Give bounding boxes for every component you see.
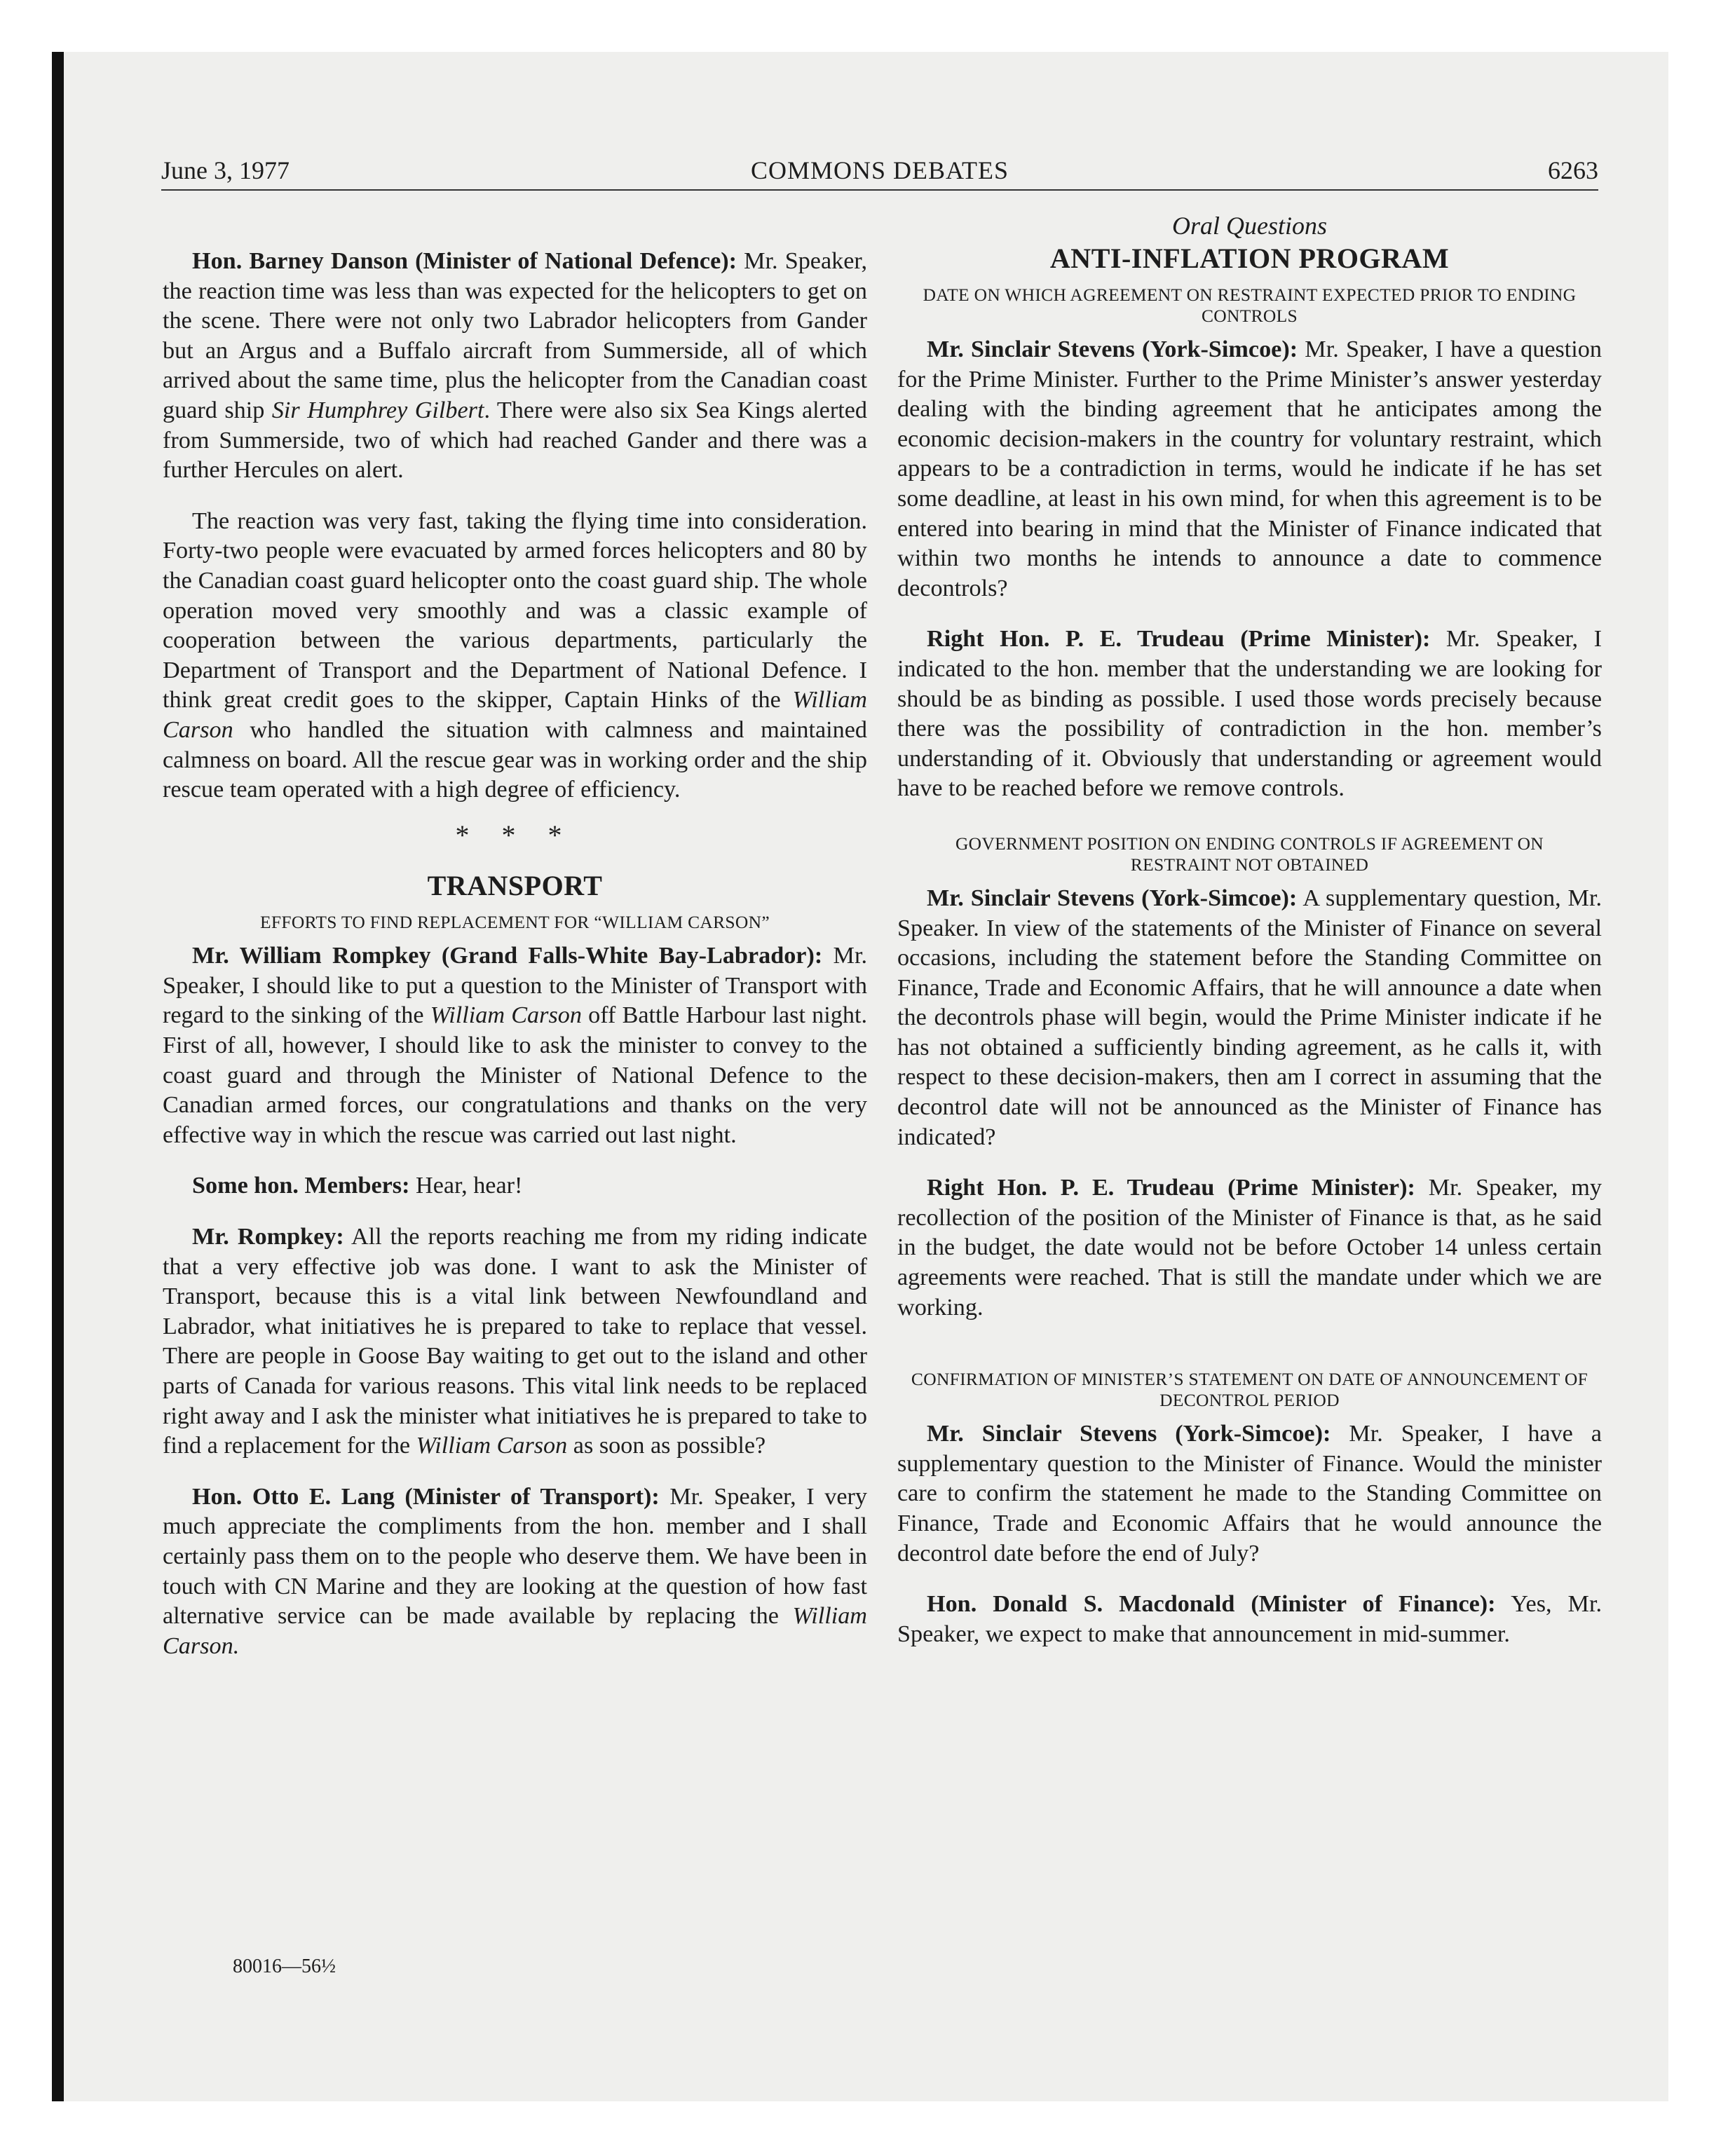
section-heading-anti-inflation: ANTI-INFLATION PROGRAM <box>1049 243 1450 274</box>
header-rule <box>161 189 1598 191</box>
oral-questions-label: Oral Questions <box>1171 212 1327 240</box>
ship-name: William Carson <box>430 1002 582 1029</box>
speaker-name: Mr. Sinclair Stevens (York-Simcoe): <box>927 336 1298 362</box>
subheading-government-position: GOVERNMENT POSITION ON ENDING CONTROLS IF AGREEMENT ON RESTRAINT NOT OBTAINED <box>955 833 1544 875</box>
scan-border <box>52 52 64 2101</box>
speaker-name: Mr. Rompkey: <box>192 1224 344 1250</box>
paragraph-rompkey-2 <box>163 1222 867 1461</box>
speech-text: Mr. Speaker, my recollection of the position of the Minister of Finance is that, as he said in the budget, the date would not be before October 14 unless certain agreements were reached. That is still the mandate under which we are working. <box>897 1175 1602 1321</box>
speech-text: A supplementary question, Mr. Speaker. In view of the statements of the Minister of Finance on several occasions, including the statement before the Standing Committee on Finance, Trade and Economic Affairs, that he will announce a date when the decontrols phase will begin, would the Prime Minister indicate if he has not obtained a sufficiently binding agreement, as he calls it, with respect to these decision-makers, then am I correct in assuming that the decontrol date will not be announced as the Minister of Finance has indicated? <box>897 885 1602 1150</box>
footer-code: 80016—56½ <box>233 1956 336 1977</box>
left-column <box>163 210 867 1661</box>
subheading-confirmation: CONFIRMATION OF MINISTER’S STATEMENT ON DATE OF ANNOUNCEMENT OF DECONTROL PERIOD <box>911 1369 1588 1411</box>
speech-text: off Battle Harbour last night. First of all, however, I should like to ask the minister to convey to the coast guard and through the Minister of National Defence to the Canadian armed forces, our congratulations and thanks on the very effective way in which the rescue was carried out last night. <box>163 1002 867 1148</box>
paragraph-members <box>163 1171 867 1201</box>
speech-text: Mr. Speaker, I should like to put a question to the Minister of Transport with regard to the sinking of the <box>163 943 867 1029</box>
ship-name: William Carson. <box>163 1603 867 1659</box>
speaker-name: Mr. Sinclair Stevens (York-Simcoe): <box>927 1421 1331 1447</box>
speaker-name: Right Hon. P. E. Trudeau (Prime Minister): <box>927 626 1431 653</box>
paragraph-stevens-1 <box>897 335 1602 603</box>
header-page-number: 6263 <box>1548 156 1598 184</box>
speech-text: The reaction was very fast, taking the flying time into consideration. Forty-two people were evacuated by armed forces helicopters and 80 by the Canadian coast guard helicopter onto the coast guard ship. The whole operation moved very smoothly and was a classic example of cooperation between the various departments, particularly the Department of Transport and the Department of National Defence. I think great credit goes to the skipper, Captain Hinks of the <box>163 507 867 714</box>
paragraph-rompkey <box>163 941 867 1150</box>
ship-name: William Carson <box>416 1433 568 1459</box>
speech-text: Yes, Mr. Speaker, we expect to make that announcement in mid-summer. <box>897 1591 1602 1647</box>
paragraph-stevens-2 <box>897 884 1602 1152</box>
speaker-name: Mr. Sinclair Stevens (York-Simcoe): <box>927 885 1298 911</box>
header-title: COMMONS DEBATES <box>750 156 1009 184</box>
speech-text: Mr. Speaker, I have a question for the Prime Minister. Further to the Prime Minister’s answer yesterday dealing with the binding agreement that he anticipates among the economic decision-makers in the country for voluntary restraint, which appears to be a contradiction in terms, would he indicate if he has set some deadline, at least in his own mind, for when this agreement is to be entered into bearing in mind that the Minister of Finance indicated that within two months he intends to announce a date to commence decontrols? <box>897 336 1602 601</box>
speech-text: . There were also six Sea Kings alerted from Summerside, two of which had reached Gander and there was a further Hercules on alert. <box>163 397 867 484</box>
paragraph-stevens-3 <box>897 1419 1602 1569</box>
paragraph-danson-2 <box>163 507 867 805</box>
running-head <box>161 156 1598 192</box>
ship-name: William Carson <box>163 687 867 743</box>
right-column <box>897 210 1602 1649</box>
subheading-replacement: EFFORTS TO FIND REPLACEMENT FOR “WILLIAM CARSON” <box>260 912 770 933</box>
paragraph-lang <box>163 1482 867 1662</box>
speaker-name: Mr. William Rompkey (Grand Falls-White Bay-Labrador): <box>192 943 823 969</box>
section-separator: * * * <box>455 819 575 851</box>
speaker-name: Right Hon. P. E. Trudeau (Prime Minister): <box>927 1175 1415 1201</box>
speech-text: All the reports reaching me from my riding indicate that a very effective job was done. I want to ask the Minister of Transport, because this is a vital link between Newfoundland and Labrador, what initiatives he is prepared to take to replace that vessel. There are people in Goose Bay waiting to get out to the island and other parts of Canada for various reasons. This vital link needs to be replaced right away and I ask the minister what initiatives he is prepared to take to find a replacement for the <box>163 1224 867 1459</box>
speech-text: Mr. Speaker, I indicated to the hon. member that the understanding we are looking for should be as binding as possible. I used those words precisely because there was the possibility of contradiction in the hon. member’s understanding of it. Obviously that understanding or agreement would have to be reached before we remove controls. <box>897 626 1602 802</box>
paragraph-trudeau-1 <box>897 625 1602 804</box>
speech-text: as soon as possible? <box>567 1433 766 1459</box>
paragraph-trudeau-2 <box>897 1173 1602 1323</box>
subheading-agreement-date: DATE ON WHICH AGREEMENT ON RESTRAINT EXPECTED PRIOR TO ENDING CONTROLS <box>923 285 1577 326</box>
speech-text: Mr. Speaker, I very much appreciate the compliments from the hon. member and I shall certainly pass them on to the people who deserve them. We have been in touch with CN Marine and they are looking at the question of how fast alternative service can be made available by replacing the <box>163 1483 867 1630</box>
ship-name: Sir Humphrey Gilbert <box>271 397 484 423</box>
header-date: June 3, 1977 <box>161 156 290 184</box>
speech-text: who handled the situation with calmness and maintained calmness on board. All the rescue gear was in working order and the ship rescue team operated with a high degree of efficiency. <box>163 716 867 803</box>
paragraph-danson <box>163 247 867 486</box>
speech-text: Mr. Speaker, I have a supplementary question to the Minister of Finance. Would the minister care to confirm the statement he made to the Standing Committee on Finance, Trade and Economic Affairs that he would announce the decontrol date before the end of July? <box>897 1421 1602 1567</box>
speech-text: Hear, hear! <box>409 1173 523 1199</box>
speech-text: Mr. Speaker, the reaction time was less than was expected for the helicopters to get on the scene. There were not only two Labrador helicopters from Gander but an Argus and a Buffalo aircraft from Summerside, all of which arrived about the same time, plus the helicopter from the Canadian coast guard ship <box>163 248 867 423</box>
speaker-name: Hon. Donald S. Macdonald (Minister of Finance): <box>927 1591 1496 1618</box>
section-heading-transport: TRANSPORT <box>427 870 603 902</box>
speaker-name: Hon. Otto E. Lang (Minister of Transport): <box>192 1483 660 1510</box>
speaker-name: Some hon. Members: <box>192 1173 410 1199</box>
paragraph-macdonald <box>897 1590 1602 1649</box>
speaker-name: Hon. Barney Danson (Minister of National Defence): <box>192 248 737 274</box>
